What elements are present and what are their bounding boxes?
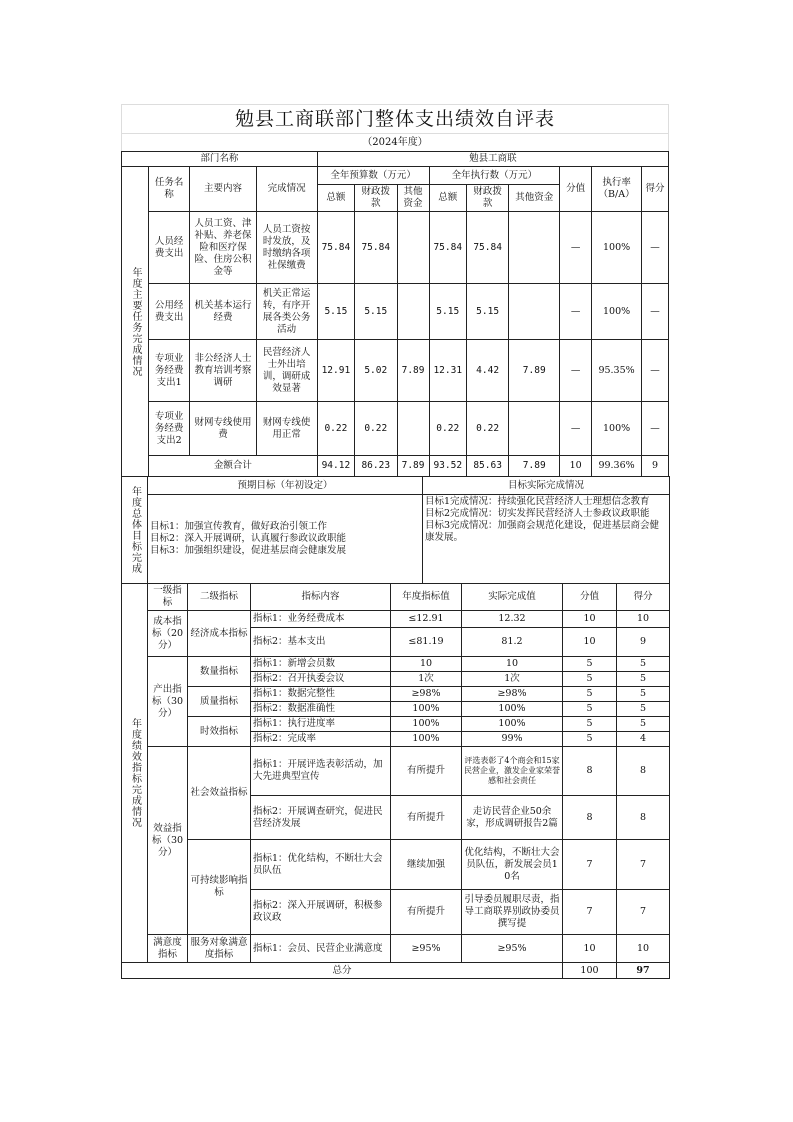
- exec-total: 0.22: [429, 402, 466, 456]
- score: 5: [617, 717, 670, 732]
- total-budget-fiscal: 86.23: [355, 456, 397, 477]
- actual-result: 目标2完成情况：切实发挥民营经济人士参政议政职能: [425, 508, 650, 519]
- evaluation-sheet: [121, 104, 669, 979]
- grand-total-table: [121, 962, 670, 979]
- score-value: 8: [563, 796, 617, 840]
- indicator-content: 指标1：会员、民营企业满意度: [251, 935, 391, 963]
- exec-fiscal: 75.84: [466, 212, 508, 284]
- task-name: 公用经费支出: [148, 284, 189, 340]
- indicator-content: 指标1：新增会员数: [251, 657, 391, 672]
- header-score-value: 分值: [560, 167, 592, 212]
- header-budget-other: 其他资金: [397, 185, 429, 212]
- expected-header: 预期目标（年初设定）: [148, 477, 423, 495]
- score-value: —: [560, 284, 592, 340]
- total-budget-total: 94.12: [317, 456, 354, 477]
- budget-other: [397, 284, 429, 340]
- level1-satisfaction: 满意度指标: [148, 935, 188, 963]
- expected-target: 目标2：深入开展调研，认真履行参政议政职能: [150, 533, 347, 544]
- level2-sustain: 可持续影响指标: [188, 840, 251, 935]
- annual-value: 有所提升: [391, 890, 462, 935]
- table-row: [122, 611, 670, 628]
- actual-result: 目标1完成情况：持续强化民营经济人士理想信念教育: [425, 496, 650, 507]
- total-score-value: 10: [560, 456, 592, 477]
- header-score: 得分: [617, 584, 670, 611]
- header-actual-value: 实际完成值: [462, 584, 563, 611]
- exec-other: [509, 212, 560, 284]
- annual-value: ≤81.19: [391, 628, 462, 657]
- score-value: 5: [563, 702, 617, 717]
- annual-value: 10: [391, 657, 462, 672]
- score: 5: [617, 657, 670, 672]
- exec-fiscal: 4.42: [466, 340, 508, 402]
- score-value: —: [560, 212, 592, 284]
- exec-fiscal: 5.15: [466, 284, 508, 340]
- actual-results: [423, 495, 670, 584]
- actual-value: 优化结构，不断壮大会员队伍，新发展会员10名: [462, 840, 563, 890]
- header-exec-total: 总额: [429, 185, 466, 212]
- level1-benefit: 效益指标（30分）: [148, 747, 188, 935]
- table-row: [122, 284, 669, 340]
- header-rate: 执行率（B/A）: [592, 167, 642, 212]
- header-score-value: 分值: [563, 584, 617, 611]
- actual-value: ≥95%: [462, 935, 563, 963]
- annual-value: 1次: [391, 672, 462, 687]
- actual-value: 99%: [462, 732, 563, 747]
- actual-value: 引导委员履职尽责，指导工商联界别政协委员撰写提: [462, 890, 563, 935]
- actual-value: 100%: [462, 717, 563, 732]
- budget-fiscal: 75.84: [355, 212, 397, 284]
- exec-rate: 100%: [592, 212, 642, 284]
- score-value: 5: [563, 657, 617, 672]
- exec-rate: 100%: [592, 402, 642, 456]
- annual-value: 100%: [391, 717, 462, 732]
- expected-target: 目标1：加强宣传教育，做好政治引领工作: [150, 521, 328, 532]
- task-content: 财网专线使用费: [190, 402, 256, 456]
- table-row: [122, 402, 669, 456]
- annual-value: 有所提升: [391, 747, 462, 796]
- budget-total: 5.15: [317, 284, 354, 340]
- table-row: [122, 747, 670, 796]
- budget-other: [397, 212, 429, 284]
- grand-total-score: 97: [617, 963, 670, 979]
- section1-label: 年度主要任务完成情况: [122, 167, 149, 477]
- exec-other: [509, 402, 560, 456]
- score-value: 10: [563, 611, 617, 628]
- score-value: 5: [563, 717, 617, 732]
- score: 5: [617, 687, 670, 702]
- header-budget-fiscal: 财政拨款: [355, 185, 397, 212]
- actual-value: 10: [462, 657, 563, 672]
- section3-label: 年度绩效指标完成情况: [122, 584, 148, 963]
- indicator-content: 指标1：执行进度率: [251, 717, 391, 732]
- exec-rate: 100%: [592, 284, 642, 340]
- budget-fiscal: 5.02: [355, 340, 397, 402]
- score: 4: [617, 732, 670, 747]
- indicator-content: 指标2：数据准确性: [251, 702, 391, 717]
- total-row: [122, 456, 669, 477]
- score: 10: [617, 611, 670, 628]
- level2-quantity: 数量指标: [188, 657, 251, 687]
- document-year: （2024年度）: [121, 133, 669, 151]
- exec-total: 75.84: [429, 212, 466, 284]
- indicator-table: [121, 583, 670, 963]
- level2-social: 社会效益指标: [188, 747, 251, 840]
- score-value: —: [560, 402, 592, 456]
- annual-value: 100%: [391, 732, 462, 747]
- task-table: [121, 151, 669, 477]
- header-budget: 全年预算数（万元）: [317, 167, 429, 185]
- dept-name-value: 勉县工商联: [317, 152, 668, 167]
- expected-target: 目标3：加强组织建设，促进基层商会健康发展: [150, 545, 347, 556]
- exec-other: 7.89: [509, 340, 560, 402]
- score-value: 8: [563, 747, 617, 796]
- header-exec-other: 其他资金: [509, 185, 560, 212]
- score: 9: [617, 628, 670, 657]
- exec-rate: 95.35%: [592, 340, 642, 402]
- grand-total-score-value: 100: [563, 963, 617, 979]
- score: —: [641, 284, 668, 340]
- indicator-content: 指标2：深入开展调研，积极参政议政: [251, 890, 391, 935]
- budget-other: [397, 402, 429, 456]
- actual-value: ≥98%: [462, 687, 563, 702]
- score-value: 7: [563, 890, 617, 935]
- indicator-content: 指标1：优化结构，不断壮大会员队伍: [251, 840, 391, 890]
- score: —: [641, 212, 668, 284]
- annual-value: ≥95%: [391, 935, 462, 963]
- score: —: [641, 402, 668, 456]
- header-exec-fiscal: 财政拨款: [466, 185, 508, 212]
- grand-total-label: 总分: [122, 963, 563, 979]
- level2-quality: 质量指标: [188, 687, 251, 717]
- budget-fiscal: 5.15: [355, 284, 397, 340]
- exec-total: 5.15: [429, 284, 466, 340]
- actual-value: 走访民营企业50余家，形成调研报告2篇: [462, 796, 563, 840]
- score: 8: [617, 796, 670, 840]
- table-row: [122, 657, 670, 672]
- score: 8: [617, 747, 670, 796]
- exec-other: [509, 284, 560, 340]
- header-level2: 二级指标: [188, 584, 251, 611]
- total-exec-fiscal: 85.63: [466, 456, 508, 477]
- score-value: —: [560, 340, 592, 402]
- total-rate: 99.36%: [592, 456, 642, 477]
- actual-value: 1次: [462, 672, 563, 687]
- actual-value: 评选表彰了4个商会和15家民营企业，激发企业家荣誉感和社会责任: [462, 747, 563, 796]
- actual-result: 目标3完成情况：加强商会规范化建设，促进基层商会健康发展。: [425, 520, 660, 543]
- actual-header: 目标实际完成情况: [423, 477, 670, 495]
- task-status: 财网专线使用正常: [256, 402, 317, 456]
- grand-total-row: [122, 963, 670, 979]
- task-status: 机关正常运转，有序开展各类公务活动: [256, 284, 317, 340]
- score: 7: [617, 890, 670, 935]
- score: 5: [617, 702, 670, 717]
- task-content: 机关基本运行经费: [190, 284, 256, 340]
- table-row: [122, 340, 669, 402]
- level2-econ-cost: 经济成本指标: [188, 611, 251, 657]
- header-content: 主要内容: [190, 167, 256, 212]
- budget-total: 12.91: [317, 340, 354, 402]
- task-content: 人员工资、津补贴、养老保险和医疗保险、住房公积金等: [190, 212, 256, 284]
- header-task: 任务名称: [148, 167, 189, 212]
- budget-total: 75.84: [317, 212, 354, 284]
- score-value: 5: [563, 672, 617, 687]
- indicator-content: 指标2：开展调查研究，促进民营经济发展: [251, 796, 391, 840]
- score: 5: [617, 672, 670, 687]
- total-budget-other: 7.89: [397, 456, 429, 477]
- header-level1: 一级指标: [148, 584, 188, 611]
- header-exec: 全年执行数（万元）: [429, 167, 560, 185]
- score: 7: [617, 840, 670, 890]
- task-name: 专项业务经费支出1: [148, 340, 189, 402]
- score-value: 5: [563, 687, 617, 702]
- task-content: 非公经济人士教育培训考察调研: [190, 340, 256, 402]
- total-score: 9: [641, 456, 668, 477]
- targets-table: [121, 476, 670, 584]
- budget-fiscal: 0.22: [355, 402, 397, 456]
- level2-service: 服务对象满意度指标: [188, 935, 251, 963]
- header-indicator-content: 指标内容: [251, 584, 391, 611]
- score-value: 10: [563, 628, 617, 657]
- budget-total: 0.22: [317, 402, 354, 456]
- indicator-content: 指标2：完成率: [251, 732, 391, 747]
- budget-other: 7.89: [397, 340, 429, 402]
- annual-value: 继续加强: [391, 840, 462, 890]
- indicator-content: 指标2：召开执委会议: [251, 672, 391, 687]
- table-row: [122, 935, 670, 963]
- expected-targets: [148, 495, 423, 584]
- exec-fiscal: 0.22: [466, 402, 508, 456]
- total-label: 金额合计: [148, 456, 317, 477]
- actual-value: 12.32: [462, 611, 563, 628]
- table-row: [122, 687, 670, 702]
- task-status: 民营经济人士外出培训，调研成效显著: [256, 340, 317, 402]
- document-title: 勉县工商联部门整体支出绩效自评表: [121, 104, 669, 133]
- header-status: 完成情况: [256, 167, 317, 212]
- score: 10: [617, 935, 670, 963]
- indicator-content: 指标2：基本支出: [251, 628, 391, 657]
- indicator-content: 指标1：业务经费成本: [251, 611, 391, 628]
- actual-value: 100%: [462, 702, 563, 717]
- table-row: [122, 840, 670, 890]
- exec-total: 12.31: [429, 340, 466, 402]
- score-value: 5: [563, 732, 617, 747]
- level1-output: 产出指标（30分）: [148, 657, 188, 747]
- total-exec-total: 93.52: [429, 456, 466, 477]
- header-score: 得分: [641, 167, 668, 212]
- score-value: 7: [563, 840, 617, 890]
- dept-name-label: 部门名称: [122, 152, 318, 167]
- indicator-content: 指标1：数据完整性: [251, 687, 391, 702]
- task-name: 专项业务经费支出2: [148, 402, 189, 456]
- section2-label: 年度总体目标完成: [122, 477, 148, 584]
- level1-cost: 成本指标（20分）: [148, 611, 188, 657]
- annual-value: ≤12.91: [391, 611, 462, 628]
- score: —: [641, 340, 668, 402]
- annual-value: 100%: [391, 702, 462, 717]
- actual-value: 81.2: [462, 628, 563, 657]
- table-row: [122, 717, 670, 732]
- task-status: 人员工资按时发放，及时缴纳各项社保缴费: [256, 212, 317, 284]
- task-name: 人员经费支出: [148, 212, 189, 284]
- score-value: 10: [563, 935, 617, 963]
- table-row: [122, 212, 669, 284]
- header-budget-total: 总额: [317, 185, 354, 212]
- indicator-content: 指标1：开展评选表彰活动，加大先进典型宣传: [251, 747, 391, 796]
- total-exec-other: 7.89: [509, 456, 560, 477]
- level2-timeliness: 时效指标: [188, 717, 251, 747]
- annual-value: ≥98%: [391, 687, 462, 702]
- header-annual-value: 年度指标值: [391, 584, 462, 611]
- annual-value: 有所提升: [391, 796, 462, 840]
